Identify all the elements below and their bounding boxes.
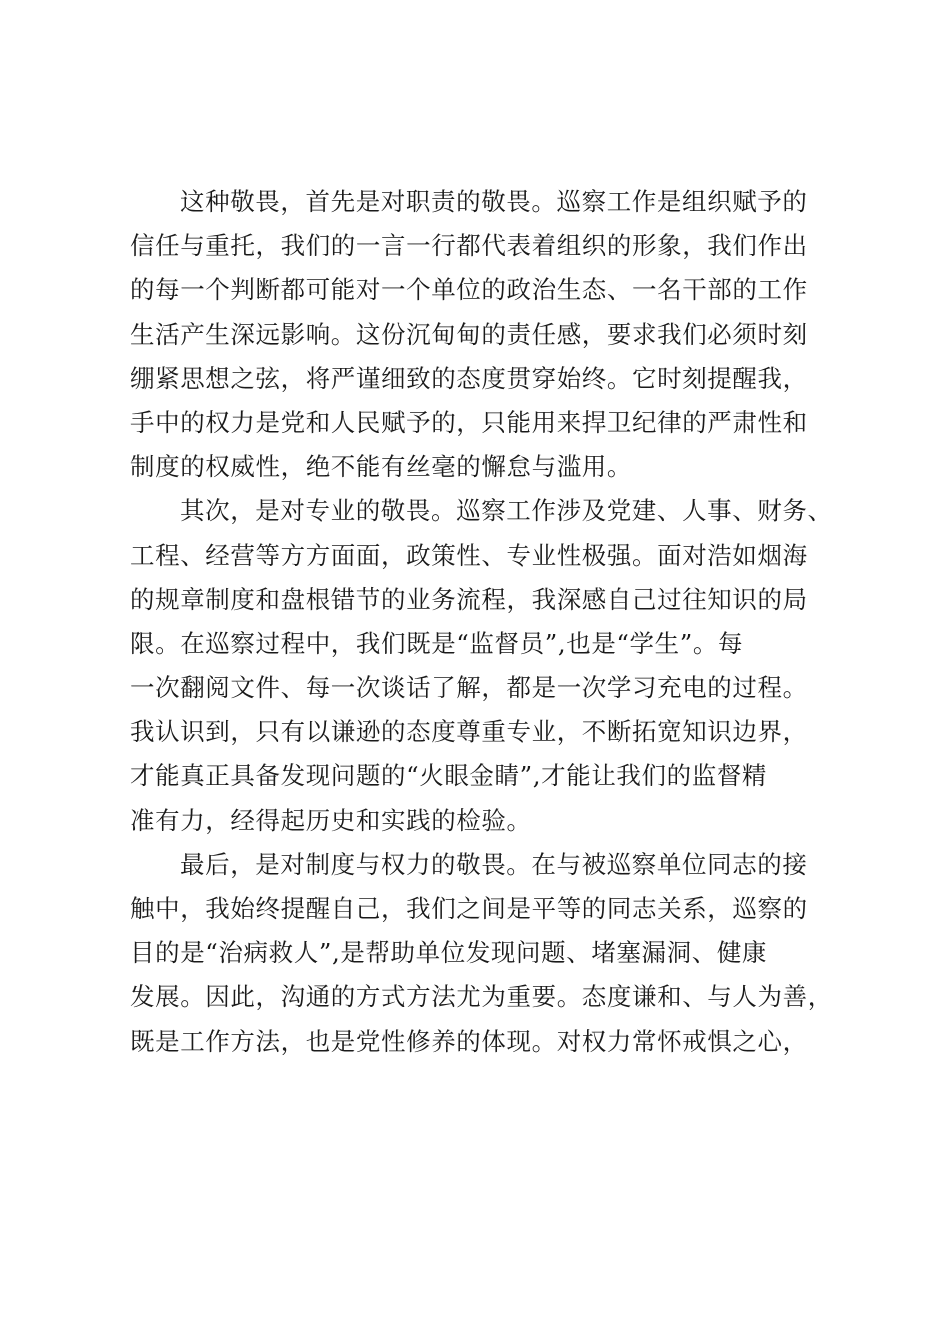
text-line: 的每一个判断都可能对一个单位的政治生态、一名干部的工作: [130, 275, 808, 305]
text-line: 的规章制度和盘根错节的业务流程，我深感自己过往知识的局: [130, 584, 808, 614]
text-line: 其次，是对专业的敬畏。巡察工作涉及党建、人事、财务、: [180, 496, 833, 526]
text-line: 工程、经营等方方面面，政策性、专业性极强。面对浩如烟海: [130, 540, 808, 570]
document-page: [130, 180, 833, 1064]
text-line: 最后，是对制度与权力的敬畏。在与被巡察单位同志的接: [180, 849, 808, 879]
text-line: 一次翻阅文件、每一次谈话了解，都是一次学习充电的过程。: [130, 673, 808, 703]
text-line: 手中的权力是党和人民赋予的，只能用来捍卫纪律的严肃性和: [130, 407, 808, 437]
paragraph-institutions-power: [130, 843, 833, 1064]
text-line: 限。在巡察过程中，我们既是“监督员”,也是“学生”。每: [130, 628, 744, 658]
text-line: 我认识到，只有以谦逊的态度尊重专业，不断拓宽知识边界，: [130, 717, 808, 747]
text-line: 触中，我始终提醒自己，我们之间是平等的同志关系，巡察的: [130, 894, 808, 923]
paragraph-duty: [130, 180, 830, 489]
text-line: 才能真正具备发现问题的“火眼金睛”,才能让我们的监督精: [130, 761, 768, 791]
text-line: 发展。因此，沟通的方式方法尤为重要。态度谦和、与人为善，: [130, 982, 833, 1012]
text-line: 绷紧思想之弦，将严谨细致的态度贯穿始终。它时刻提醒我，: [130, 363, 808, 393]
text-line: 这种敬畏，首先是对职责的敬畏。巡察工作是组织赋予的: [180, 187, 808, 216]
text-line: 信任与重托，我们的一言一行都代表着组织的形象，我们作出: [130, 231, 808, 261]
text-line: 准有力，经得起历史和实践的检验。: [130, 805, 532, 835]
paragraph-expertise: [130, 489, 833, 843]
text-line: 既是工作方法，也是党性修养的体现。对权力常怀戒惧之心，: [130, 1026, 808, 1056]
text-line: 目的是“治病救人”,是帮助单位发现问题、堵塞漏洞、健康: [130, 938, 768, 968]
text-line: 生活产生深远影响。这份沉甸甸的责任感，要求我们必须时刻: [130, 319, 808, 349]
text-line: 制度的权威性，绝不能有丝毫的懈怠与滥用。: [130, 452, 632, 482]
